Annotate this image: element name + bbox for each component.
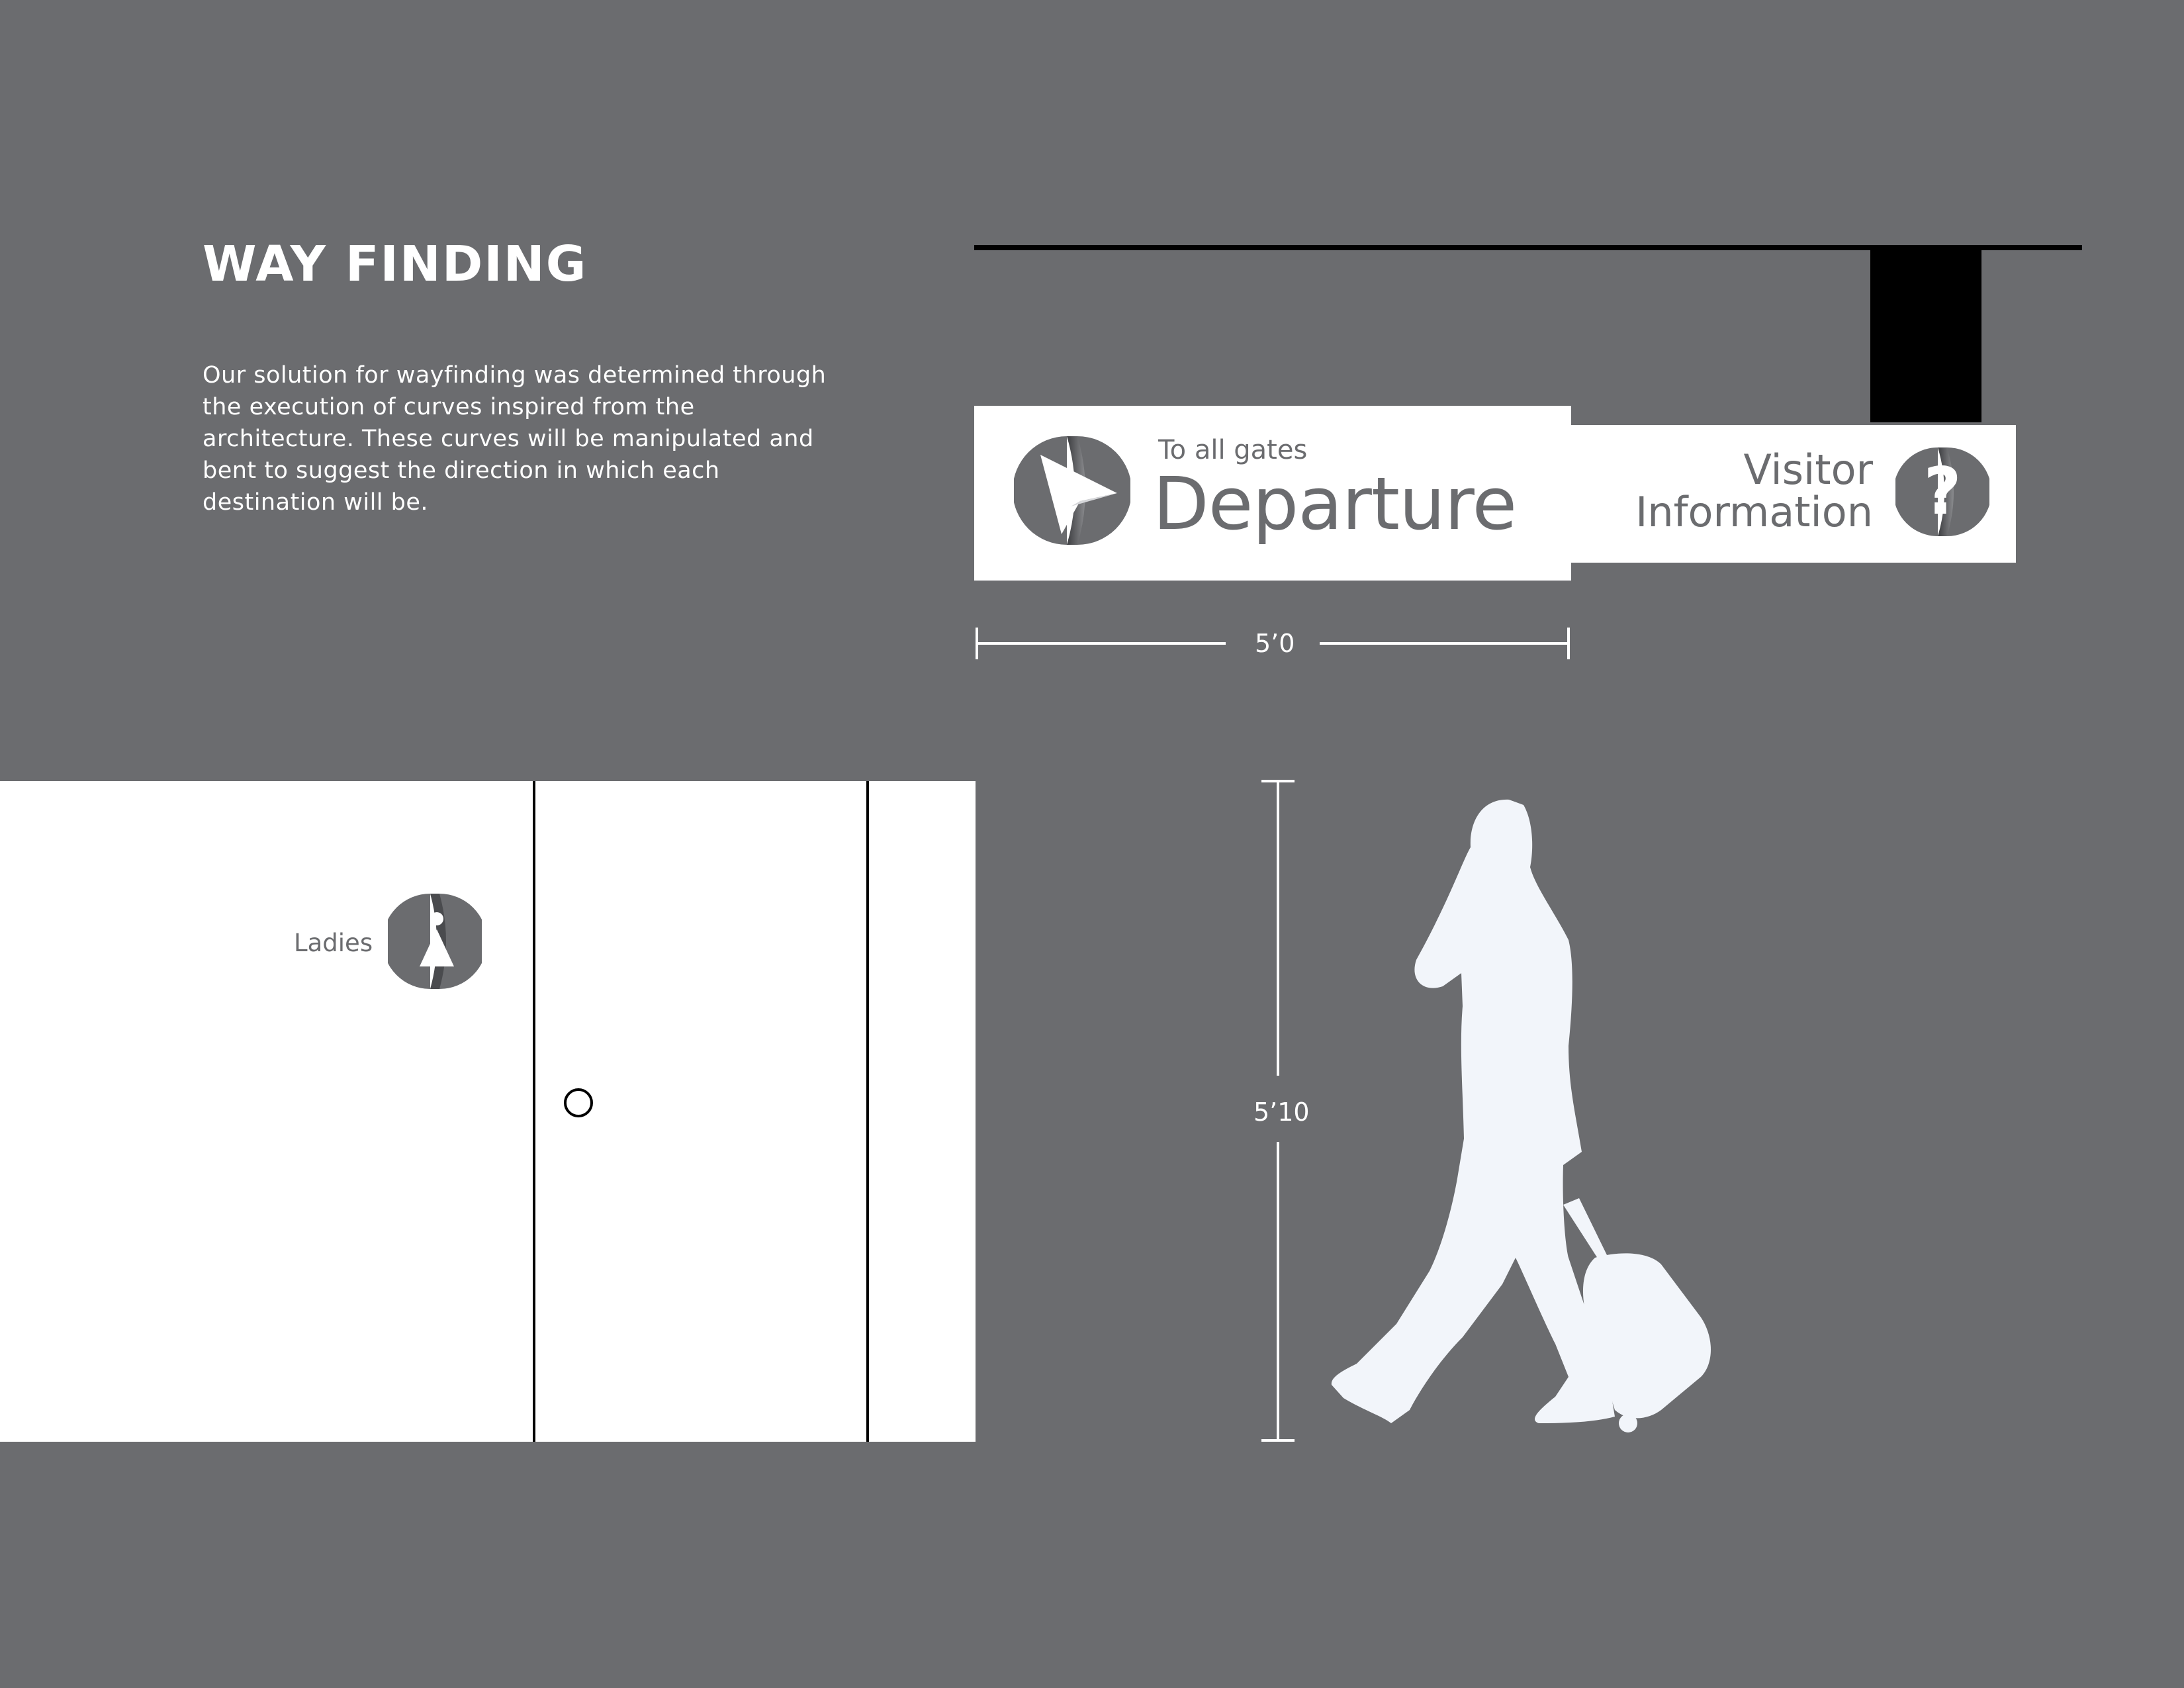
- visitor-label-line2: Information: [1635, 488, 1873, 536]
- departure-heading: Departure: [1153, 461, 1517, 546]
- page-title: WAY FINDING: [203, 236, 588, 293]
- ladies-label: Ladies: [294, 929, 373, 957]
- page-description: Our solution for wayfinding was determined through the execution of curves inspired from the architecture. These curves will be manipulated and bent to suggest the direction in which each destination will be.: [203, 362, 827, 516]
- departure-subheading: To all gates: [1158, 435, 1308, 465]
- sign-width-label: 5’0: [1255, 629, 1295, 658]
- visitor-label-line1: Visitor: [1743, 445, 1873, 494]
- traveller-silhouette: [1317, 794, 1780, 1450]
- person-height-label: 5’10: [1253, 1098, 1310, 1127]
- woman-icon: [388, 891, 482, 992]
- svg-text:?: ?: [1923, 454, 1962, 530]
- restroom-wall: [0, 781, 976, 1443]
